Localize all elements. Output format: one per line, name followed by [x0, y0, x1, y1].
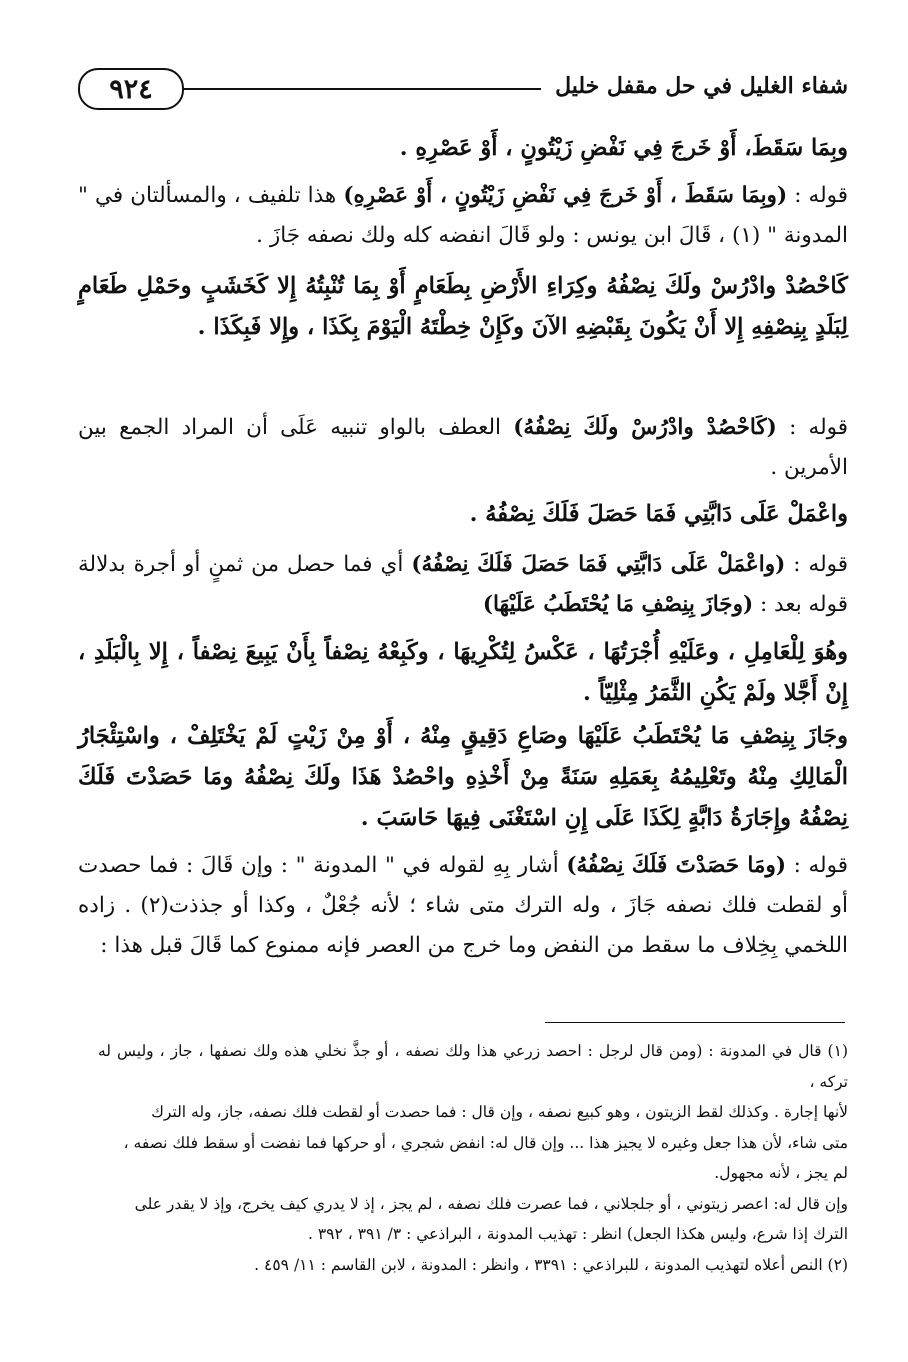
book-title: شفاء الغليل في حل مقفل خليل: [541, 66, 848, 106]
matn-text: وبِمَا سَقَطَ، أَوْ خَرجَ فِي نَفْضِ زَيْتُونٍ ، أَوْ عَصْرِهِ .: [399, 135, 848, 161]
commentary-paragraph-6: [78, 545, 848, 625]
commentary-prefix: قوله :: [785, 552, 849, 577]
footnote-2: (٢) النص أعلاه لتهذيب المدونة ، للبراذعي : ٣٣٩١ ، وانظر : المدونة ، لابن القاسم : ١١/ ٤٥٩ .: [254, 1255, 848, 1274]
quoted-matn: (كَاحْصُدْ وادْرُسْ ولَكَ نِصْفُهُ): [513, 415, 777, 440]
footnote-1-line-1: (١) قال في المدونة : (ومن قال لرجل : احصد زرعي هذا ولك نصفه ، أو جذَّ نخلي هذه ولك نصفها ، جاز ، وليس له تركه ،: [98, 1042, 848, 1091]
quoted-matn: (وبِمَا سَقَطَ ، أَوْ خَرجَ فِي نَفْضِ زَيْتُونٍ ، أَوْ عَصْرِهِ): [343, 183, 788, 208]
commentary-paragraph-4: [78, 408, 848, 488]
matn-text: واعْمَلْ عَلَى دَابَّتِي فَمَا حَصَلَ فَلَكَ نِصْفُهُ .: [469, 501, 848, 527]
footnote-separator: [545, 1022, 845, 1023]
footnote-1-line-2: لأنها إجارة . وكذلك لقط الزيتون ، وهو كبيع نصفه ، وإن قال : فما حصدت أو لقطت فلك نصفه، جاز، وله الترك: [151, 1103, 848, 1121]
matn-text: وجَازَ بِنِصْفِ مَا يُحْتَطَبُ عَلَيْهَا وصَاعِ دَقِيقٍ مِنْهُ ، أَوْ مِنْ زَيْتٍ لَمْ يَخْتَلِفْ ، واسْتِئْجَارُ الْمَالِكِ مِنْهُ وتَعْلِيمُهُ بِعَمَلِهِ سَنَةً مِنْ أَخْذِهِ واحْصُدْ هَذَا ولَكَ نِصْفُهُ ومَا حَصَدْتَ فَلَكَ نِصْفُهُ وإِجَارَةُ دَابَّةٍ لِكَذَا عَلَى إِنِ اسْتَغْنَى فِيهَا حَاسَبَ .: [78, 723, 848, 831]
commentary-paragraph-9: [78, 846, 848, 966]
matn-text: كَاحْصُدْ وادْرُسْ ولَكَ نِصْفُهُ وكِرَاءِ الأَرْضِ بِطَعَامٍ أَوْ بِمَا تُنْبِتُهُ إِلا كَخَشَبٍ وحَمْلِ طَعَامٍ لِبَلَدٍ بِنِصْفِهِ إِلا أَنْ يَكُونَ بِقَبْضِهِ الآنَ وكَإِنْ خِطْتَهُ الْيَوْمَ بِكَذَا ، وإِلا فَبِكَذَا .: [78, 273, 848, 340]
footnote-1-line-5: وإن قال له: اعصر زيتوني ، أو جلجلاني ، فما عصرت فلك نصفه ، لم يجز ، إذ لا يدري كيف يخرج، وإذ لا يقدر على: [134, 1194, 848, 1213]
footnote-1-line-6: الترك إذا شرع، وليس هكذا الجعل) انظر : تهذيب المدونة ، البراذعي : ٣/ ٣٩١ ، ٣٩٢ .: [307, 1225, 848, 1243]
matn-paragraph-1: [78, 128, 848, 169]
quoted-matn: (واعْمَلْ عَلَى دَابَّتِي فَمَا حَصَلَ فَلَكَ نِصْفُهُ): [411, 552, 786, 577]
page-number-text: ٩٢٤: [109, 73, 153, 105]
commentary-text: هذا تلفيف ، والمسألتان في " المدونة " (١) ، قَالَ ابن يونس : ولو قَالَ انفضه كله ولك نصفه جَازَ .: [78, 183, 848, 248]
commentary-text: العطف بالواو تنبيه عَلَى أن المراد الجمع بين الأمرين .: [78, 415, 848, 480]
footnote-1-line-4: لم يجز ، لأنه مجهول.: [714, 1164, 848, 1182]
commentary-prefix: قوله :: [787, 183, 849, 208]
footnotes: [98, 1036, 848, 1280]
matn-paragraph-5: [78, 494, 848, 535]
commentary-paragraph-2: [78, 176, 848, 256]
page-number: [78, 68, 184, 110]
commentary-prefix: قوله :: [786, 853, 848, 878]
commentary-text: أي فما حصل من ثمنٍ أو أجرة بدلالة قوله بعد :: [78, 552, 848, 617]
commentary-prefix: قوله :: [776, 415, 848, 440]
page-header: [78, 66, 848, 110]
commentary-text: أشار بِهِ لقوله في " المدونة " : وإن قَالَ : فما حصدت أو لقطت فلك نصفه جَازَ ، وله الترك متى شاء ؛ لأنه جُعْلٌ ، وكذا أو جذذت(٢) . زاده اللخمي بِخِلاف ما سقط من النفض وما خرج من العصر فإنه ممنوع كما قَالَ قبل هذا :: [78, 853, 848, 958]
quoted-matn: (ومَا حَصَدْتَ فَلَكَ نِصْفُهُ): [566, 853, 786, 878]
matn-text: وهُوَ لِلْعَامِلِ ، وعَلَيْهِ أُجْرَتُهَا ، عَكْسُ لِتُكْرِيهَا ، وكَبِعْهُ نِصْفاً بِأَنْ يَبِيعَ نِصْفاً ، إِلا بِالْبَلَدِ ، إِنْ أَجَّلا ولَمْ يَكُنِ الثَّمَرُ مِثْلِيّاً .: [78, 639, 848, 706]
matn-paragraph-8: [78, 716, 848, 839]
matn-paragraph-3: [78, 266, 848, 348]
quoted-matn-2: (وجَازَ بِنِصْفِ مَا يُحْتَطَبُ عَلَيْهَا): [482, 592, 754, 617]
footnote-1-line-3: متى شاء، لأن هذا جعل وغيره لا يجيز هذا ... وإن قال له: انفض شجري ، أو حركها فما نفضت أو سقط فلك نصفه ،: [123, 1133, 848, 1152]
matn-paragraph-7: [78, 632, 848, 714]
